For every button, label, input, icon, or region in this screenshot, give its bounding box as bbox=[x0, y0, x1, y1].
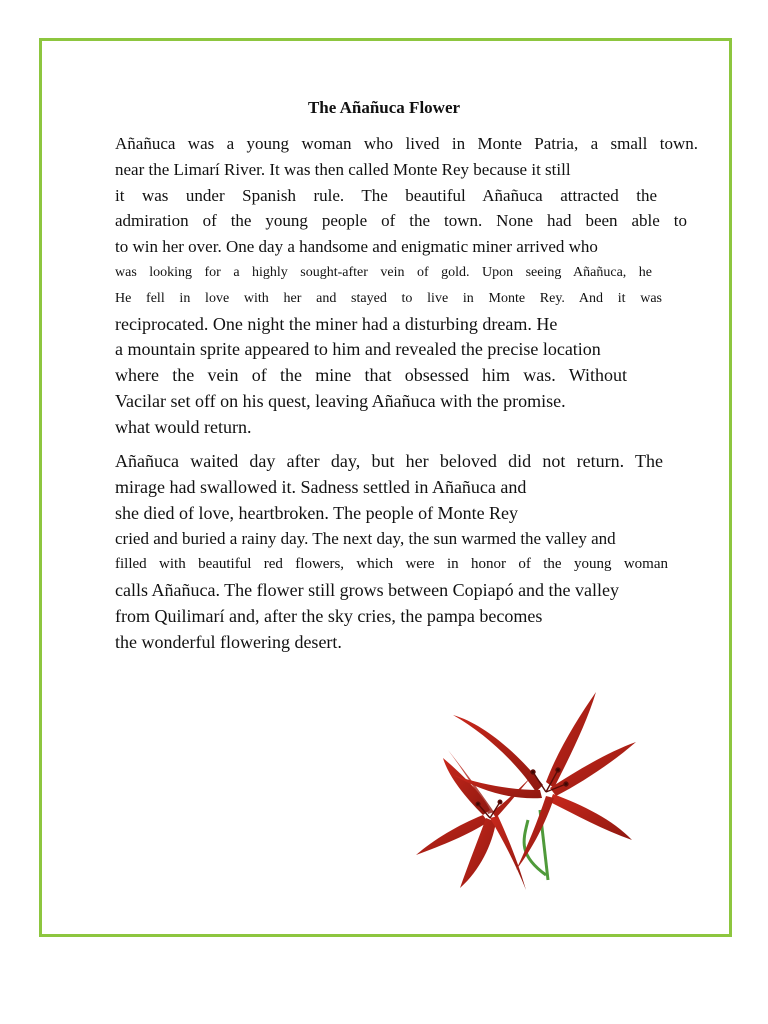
text-line: to win her over. One day a handsome and enigmatic miner arrived who bbox=[115, 237, 598, 257]
red-lily-flower-icon bbox=[408, 690, 640, 900]
text-line: admiration of the young people of the town. None had been able to bbox=[115, 211, 687, 231]
small-flower bbox=[416, 750, 533, 890]
text-line: was looking for a highly sought-after vein of gold. Upon seeing Añañuca, he bbox=[115, 264, 652, 280]
flower-illustration bbox=[408, 690, 640, 900]
text-line: He fell in love with her and stayed to live in Monte Rey. And it was bbox=[115, 290, 662, 306]
text-line: a mountain sprite appeared to him and revealed the precise location bbox=[115, 339, 601, 360]
text-line: cried and buried a rainy day. The next day, the sun warmed the valley and bbox=[115, 529, 616, 549]
text-line: Añañuca waited day after day, but her beloved did not return. The bbox=[115, 451, 663, 471]
text-line: the wonderful flowering desert. bbox=[115, 631, 342, 652]
text-line: calls Añañuca. The flower still grows between Copiapó and the valley bbox=[115, 579, 620, 600]
text-line: filled with beautiful red flowers, which were in honor of the young woman bbox=[115, 556, 668, 573]
text-line: what would return. bbox=[115, 416, 252, 437]
document-title: The Añañuca Flower bbox=[307, 98, 461, 117]
text-line: Añañuca was a young woman who lived in Monte Patria, a small town. bbox=[115, 134, 698, 153]
text-line: reciprocated. One night the miner had a disturbing dream. He bbox=[115, 313, 558, 334]
paragraph-1 bbox=[115, 131, 698, 441]
text-line: Vacilar set off on his quest, leaving Añañuca with the promise. bbox=[115, 390, 566, 411]
text-line: where the vein of the mine that obsessed him was. Without bbox=[115, 365, 627, 386]
text-line: mirage had swallowed it. Sadness settled in Añañuca and bbox=[115, 476, 527, 497]
text-line: she died of love, heartbroken. The people of Monte Rey bbox=[115, 502, 519, 523]
text-line: it was under Spanish rule. The beautiful Añañuca attracted the bbox=[115, 185, 657, 205]
paragraph-2 bbox=[115, 449, 698, 655]
text-line: from Quilimarí and, after the sky cries, the pampa becomes bbox=[115, 605, 543, 626]
text-line: near the Limarí River. It was then called Monte Rey because it still bbox=[115, 159, 571, 179]
